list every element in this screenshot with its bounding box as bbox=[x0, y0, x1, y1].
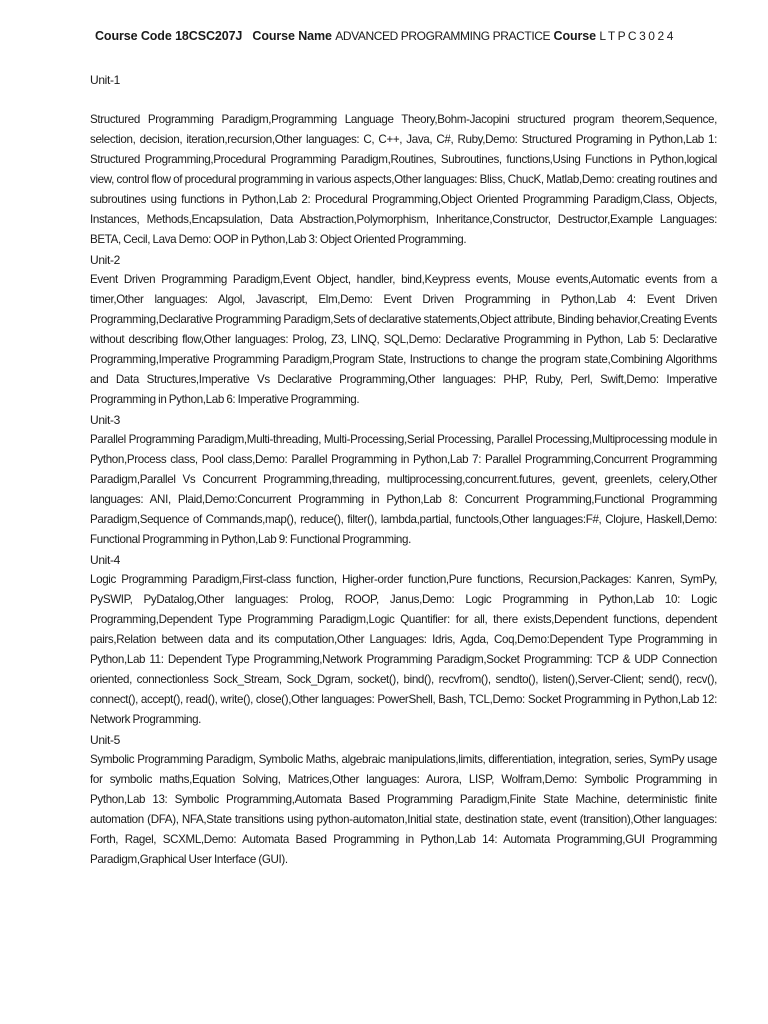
unit-title: Unit-1 bbox=[90, 73, 120, 87]
unit-title: Unit-4 bbox=[90, 553, 120, 567]
unit-body: Parallel Programming Paradigm,Multi-threading, Multi-Processing,Serial Processing, Parallel Processing,Multiprocessing module in Python,Process class, Pool class,Demo: Parallel Programming in Python,Lab 7: Parallel Programming,Concurrent Programming Paradigm,Parallel Vs Concurrent Programming,threading, multiprocessing,concurrent.futures, gevent, greenlets, celery,Other languages: ANI, Plaid,Demo:Concurrent Programming in Python,Lab 8: Concurrent Programming,Functional Programming Paradigm,Sequence of Commands,map(), reduce(), filter(), lambda,partial, functools,Other languages:F#, Clojure, Haskell,Demo: Functional Programming in Python,Lab 9: Functional Programming. bbox=[90, 433, 717, 546]
course-code-label: Course Code bbox=[95, 29, 172, 43]
unit-section-5 bbox=[90, 730, 717, 870]
unit-title: Unit-2 bbox=[90, 253, 120, 267]
course-name: ADVANCED PROGRAMMING PRACTICE bbox=[335, 29, 551, 43]
unit-section-2 bbox=[90, 250, 717, 410]
unit-body: Logic Programming Paradigm,First-class function, Higher-order function,Pure functions, Recursion,Packages: Kanren, SymPy, PySWIP, PyDatalog,Other languages: Prolog, ROOP, Janus,Demo: Logic Programming in Python,Lab 10: Logic Programming,Dependent Type Programming Paradigm,Logic Quantifier: for all, there exists,Dependent functions, dependent pairs,Relation between data and its computation,Other Languages: Idris, Agda, Coq,Demo:Dependent Type Programming in Python,Lab 11: Dependent Type Programming,Network Programming Paradigm,Socket Programming: TCP & UDP Connection oriented, connectionless Sock_Stream, Sock_Dgram, socket(), bind(), recvfrom(), sendto(), listen(),Server-Client; send(), recv(), connect(), accept(), read(), write(), close(),Other languages: PowerShell, Bash, TCL,Demo: Socket Programming in Python,Lab 12: Network Programming. bbox=[90, 573, 717, 726]
course-ltpc: L T P C 3 0 2 4 bbox=[599, 29, 673, 43]
course-header bbox=[0, 29, 768, 43]
unit-title: Unit-5 bbox=[90, 733, 120, 747]
course-name-label: Course Name bbox=[252, 29, 332, 43]
unit-title: Unit-3 bbox=[90, 413, 120, 427]
unit-body: Symbolic Programming Paradigm, Symbolic Maths, algebraic manipulations,limits, differentiation, integration, series, SymPy usage for symbolic maths,Equation Solving, Matrices,Other languages: Aurora, LISP, Wolfram,Demo: Symbolic Programming in Python,Lab 13: Symbolic Programming,Automata Based Programming Paradigm,Finite State Machine, deterministic finite automation (DFA), NFA,State transitions using python-automaton,Initial state, destination state, event (transition),Other languages: Forth, Ragel, SCXML,Demo: Automata Based Programming in Python,Lab 14: Automata Programming,GUI Programming Paradigm,Graphical User Interface (GUI). bbox=[90, 753, 717, 866]
course-code: 18CSC207J bbox=[175, 29, 243, 43]
course-ltpc-label: Course bbox=[553, 29, 596, 43]
unit-section-4 bbox=[90, 550, 717, 730]
unit-section-3 bbox=[90, 410, 717, 550]
syllabus-content bbox=[90, 70, 717, 870]
unit-body: Structured Programming Paradigm,Programming Language Theory,Bohm-Jacopini structured program theorem,Sequence, selection, decision, iteration,recursion,Other languages: C, C++, Java, C#, Ruby,Demo: Structured Programing in Python,Lab 1: Structured Programming,Procedural Programming Paradigm,Routines, Subroutines, functions,Using Functions in Python,logical view, control flow of procedural programming in various aspects,Other languages: Bliss, ChucK, Matlab,Demo: creating routines and subroutines using functions in Python,Lab 2: Procedural Programming,Object Oriented Programming Paradigm,Class, Objects, Instances, Methods,Encapsulation, Data Abstraction,Polymorphism, Inheritance,Constructor, Destructor,Example Languages: BETA, Cecil, Lava Demo: OOP in Python,Lab 3: Object Oriented Programming. bbox=[90, 113, 717, 246]
unit-section-1 bbox=[90, 70, 717, 250]
unit-body: Event Driven Programming Paradigm,Event Object, handler, bind,Keypress events, Mouse events,Automatic events from a timer,Other languages: Algol, Javascript, Elm,Demo: Event Driven Programming in Python,Lab 4: Event Driven Programming,Declarative Programming Paradigm,Sets of declarative statements,Object attribute, Binding behavior,Creating Events without describing flow,Other languages: Prolog, Z3, LINQ, SQL,Demo: Declarative Programming in Python, Lab 5: Declarative Programming,Imperative Programming Paradigm,Program State, Instructions to change the program state,Combining Algorithms and Data Structures,Imperative Vs Declarative Programming,Other languages: PHP, Ruby, Perl, Swift,Demo: Imperative Programming in Python,Lab 6: Imperative Programming. bbox=[90, 273, 717, 406]
